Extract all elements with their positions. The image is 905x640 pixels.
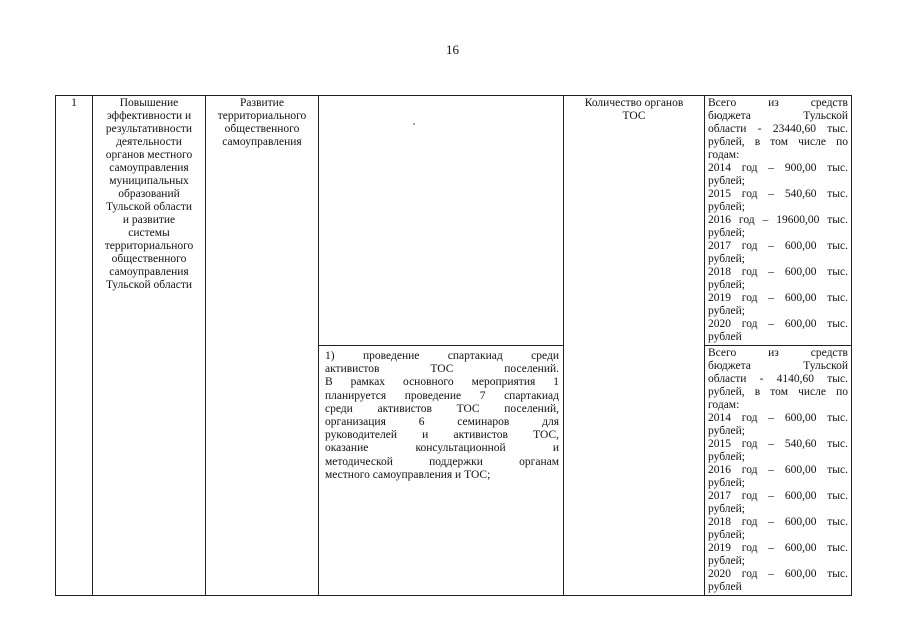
activity-cell: [319, 346, 564, 596]
text-line: Повышение: [119, 97, 179, 109]
funding-activity-cell: [705, 346, 852, 596]
indicator-text: [567, 97, 701, 123]
text-line: рублей;: [708, 451, 745, 463]
text-line: области - 4140,60 тыс.: [708, 373, 848, 385]
text-line: В рамках основного мероприятия 1: [325, 376, 559, 389]
text-line: организация 6 семинаров для: [325, 416, 559, 429]
text-line: образований: [118, 188, 180, 200]
text-line: самоуправления: [109, 162, 189, 174]
text-line: самоуправления: [222, 136, 302, 148]
indicator-cell: [564, 96, 705, 596]
text-line: 2020 год – 600,00 тыс.: [708, 318, 848, 330]
goal-text: [96, 97, 202, 292]
text-line: результативности: [105, 123, 193, 135]
text-line: Тульской области: [105, 201, 192, 213]
goal-cell: [93, 96, 206, 596]
text-line: Развитие: [240, 97, 284, 109]
text-line: системы: [128, 227, 170, 239]
funding-activity-text: [708, 347, 848, 594]
text-line: 2017 год – 600,00 тыс.: [708, 490, 848, 502]
task-text: [209, 97, 315, 149]
text-line: бюджета Тульской: [708, 360, 848, 372]
text-line: и развитие: [122, 214, 176, 226]
text-line: 2014 год – 900,00 тыс.: [708, 162, 848, 174]
text-line: рублей;: [708, 477, 745, 489]
text-line: руководителей и активистов ТОС,: [325, 429, 559, 442]
text-line: 2015 год – 540,60 тыс.: [708, 188, 848, 200]
text-line: Тульской области: [105, 279, 192, 291]
funding-total-text: [708, 97, 848, 344]
table-row: [56, 96, 852, 346]
text-line: Всего из средств: [708, 97, 848, 109]
text-line: деятельности: [116, 136, 182, 148]
funding-total-cell: [705, 96, 852, 346]
text-line: 2016 год – 600,00 тыс.: [708, 464, 848, 476]
text-line: 2019 год – 600,00 тыс.: [708, 292, 848, 304]
text-line: 2017 год – 600,00 тыс.: [708, 240, 848, 252]
text-line: рублей;: [708, 555, 745, 567]
text-line: методической поддержки органам: [325, 455, 559, 468]
text-line: оказание консультационной и: [325, 442, 559, 455]
text-line: бюджета Тульской: [708, 110, 848, 122]
text-line: рублей;: [708, 503, 745, 515]
text-line: рублей;: [708, 253, 745, 265]
text-line: Количество органов: [584, 97, 684, 109]
text-line: рублей, в том числе по: [708, 136, 848, 148]
text-line: области - 23440,60 тыс.: [708, 123, 848, 135]
text-line: активистов ТОС поселений.: [325, 363, 559, 376]
activity-text: [325, 350, 559, 482]
text-line: 2016 год – 19600,00 тыс.: [708, 214, 848, 226]
text-line: рублей;: [708, 305, 745, 317]
text-line: эффективности и: [106, 110, 192, 122]
text-line: рублей;: [708, 175, 745, 187]
text-line: рублей: [708, 581, 742, 593]
text-line: 1) проведение спартакиад среди: [325, 350, 559, 362]
text-line: годам:: [708, 399, 740, 411]
text-line: рублей, в том числе по: [708, 386, 848, 398]
program-table: [55, 95, 852, 596]
page-number: 16: [446, 42, 459, 57]
text-line: рублей;: [708, 227, 745, 239]
text-line: муниципальных: [109, 175, 189, 187]
text-line: 2014 год – 600,00 тыс.: [708, 412, 848, 424]
text-line: 2019 год – 600,00 тыс.: [708, 542, 848, 554]
text-line: рублей: [708, 331, 742, 343]
text-line: территориального: [217, 110, 307, 122]
text-line: местного самоуправления и ТОС;: [325, 468, 491, 481]
text-line: 2018 год – 600,00 тыс.: [708, 516, 848, 528]
text-line: рублей;: [708, 425, 745, 437]
text-line: территориального: [104, 240, 194, 252]
text-line: общественного: [224, 123, 300, 135]
text-line: общественного: [111, 253, 187, 265]
text-line: 2015 год – 540,60 тыс.: [708, 438, 848, 450]
text-line: годам:: [708, 149, 740, 161]
text-line: среди активистов ТОС поселений,: [325, 402, 559, 415]
row-number: 1: [71, 97, 77, 109]
task-cell: [206, 96, 319, 596]
text-line: Всего из средств: [708, 347, 848, 359]
text-line: рублей;: [708, 529, 745, 541]
activity-empty-cell: [319, 96, 564, 346]
text-line: органов местного: [105, 149, 193, 161]
text-line: рублей;: [708, 279, 745, 291]
text-line: 2020 год – 600,00 тыс.: [708, 568, 848, 580]
text-line: рублей;: [708, 201, 745, 213]
row-number-cell: [56, 96, 93, 596]
text-line: самоуправления: [109, 266, 189, 278]
text-line: ТОС: [622, 110, 646, 122]
text-line: 2018 год – 600,00 тыс.: [708, 266, 848, 278]
text-line: планируется проведение 7 спартакиад: [325, 389, 559, 402]
